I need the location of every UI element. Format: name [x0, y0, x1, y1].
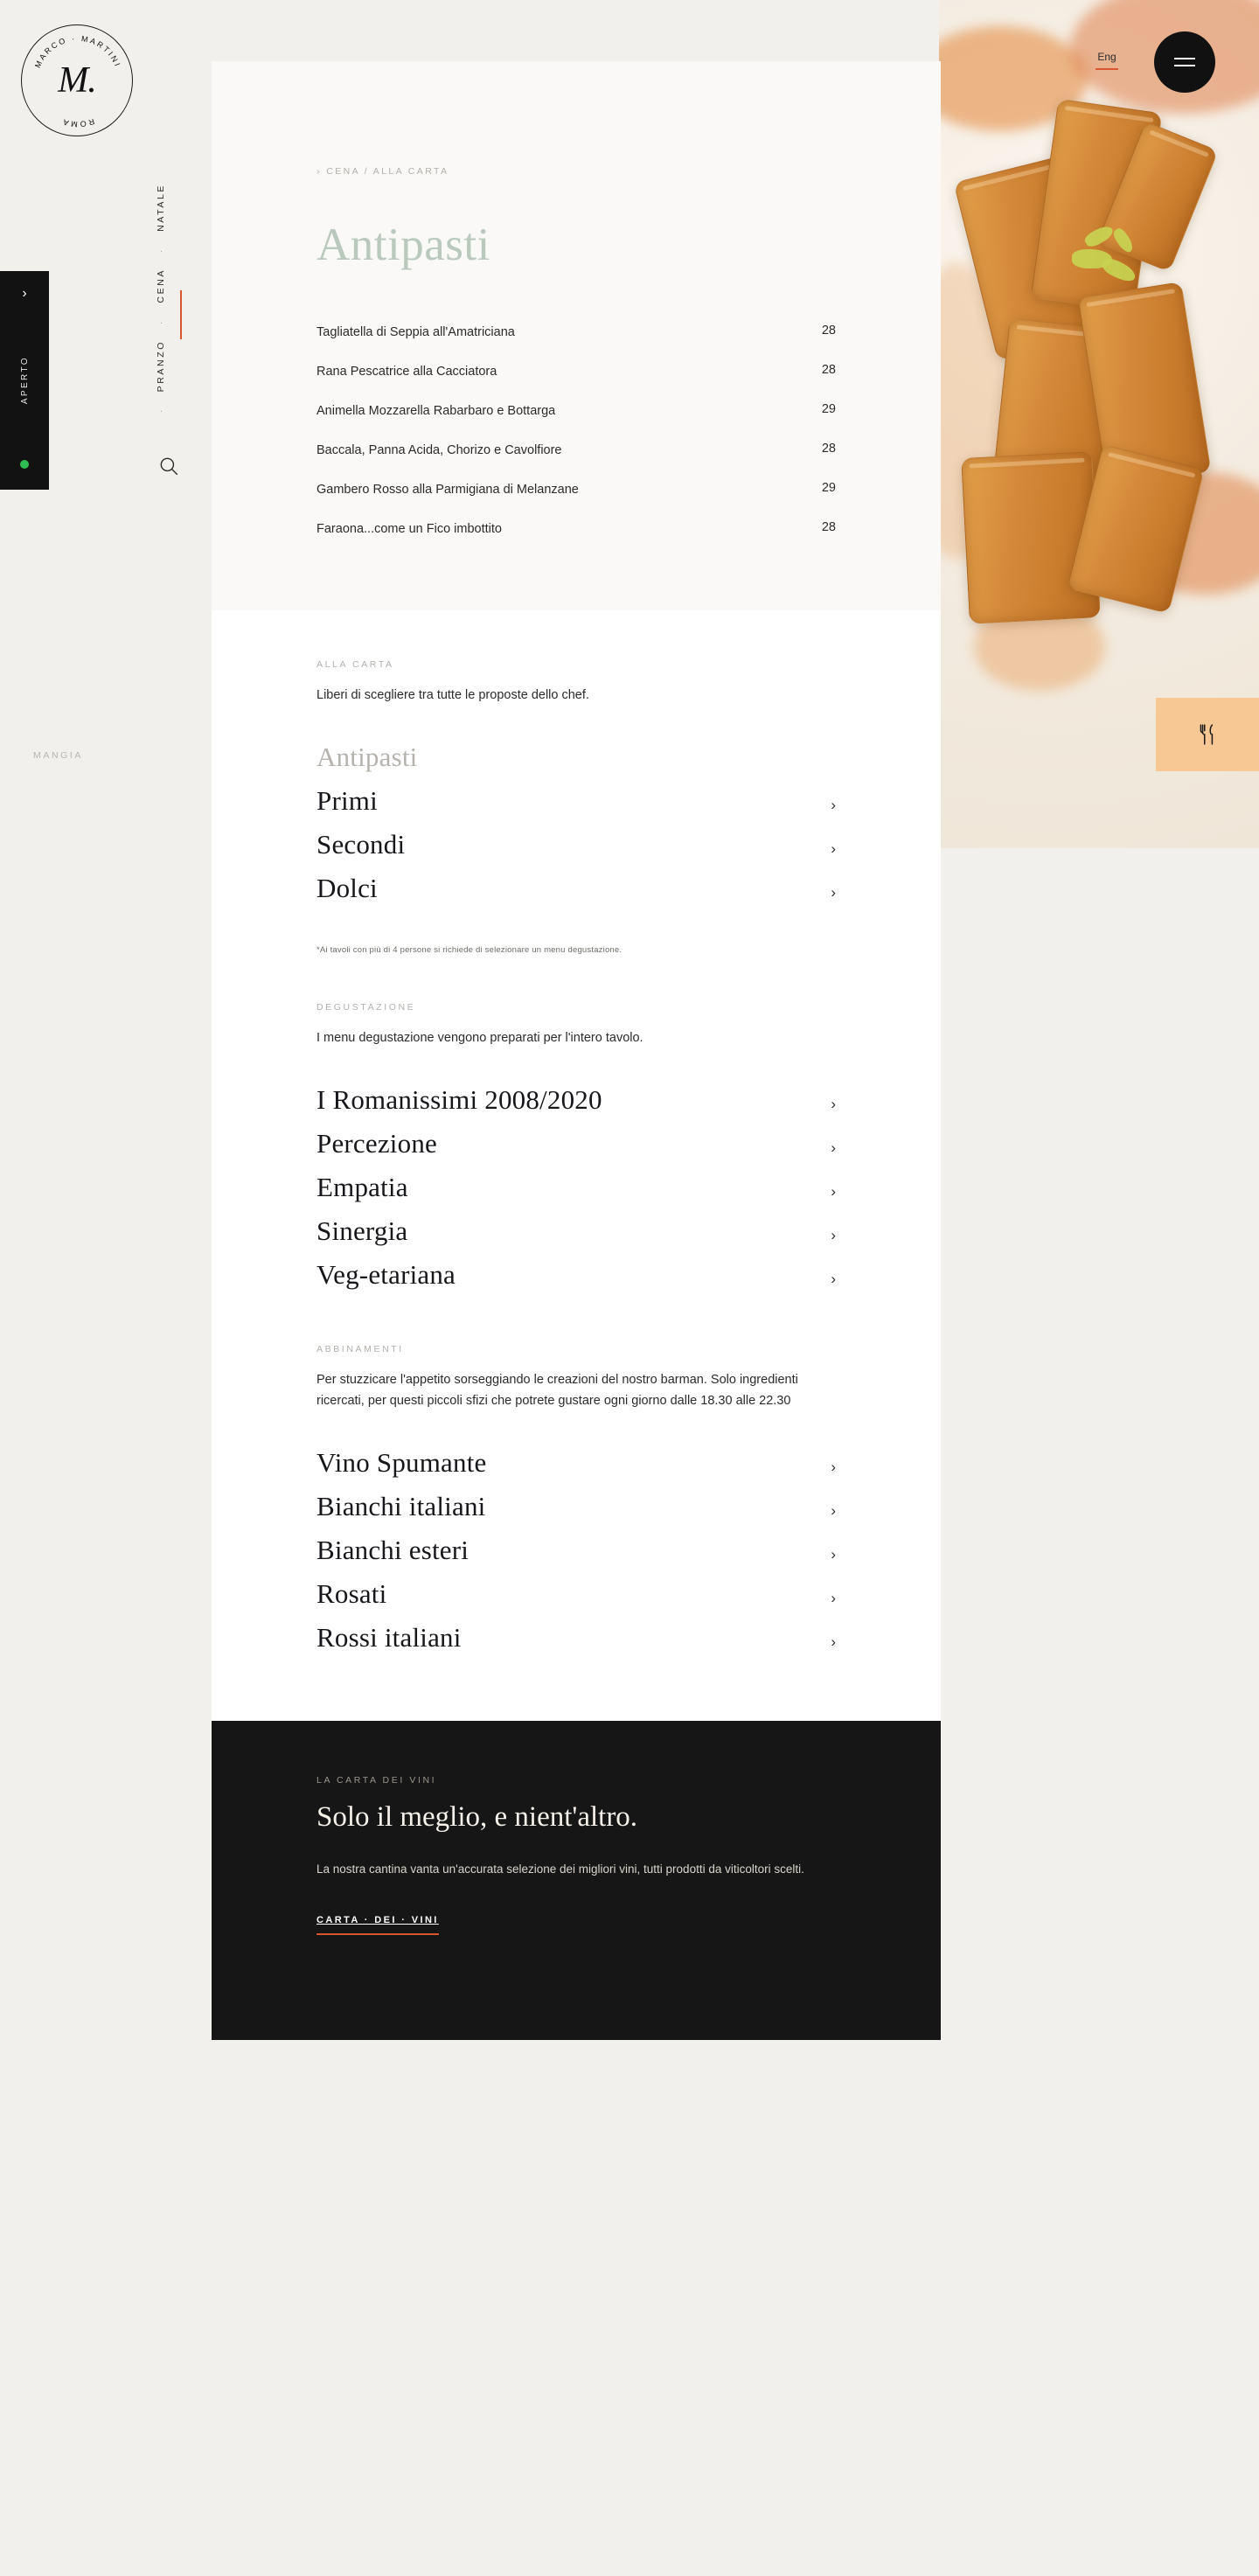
chevron-right-icon: ›	[831, 884, 836, 902]
list-item[interactable]	[316, 823, 836, 867]
list-item[interactable]	[316, 1572, 836, 1616]
chevron-right-icon: ›	[831, 1589, 836, 1606]
chevron-right-icon: ›	[831, 1545, 836, 1563]
list-item[interactable]	[316, 1616, 836, 1660]
menu-button[interactable]	[1154, 31, 1215, 93]
menu-icon-line-1	[1174, 58, 1195, 59]
side-label-mangia: MANGIA	[33, 750, 84, 761]
abbinamenti-list	[316, 1441, 836, 1660]
degustazione-eyebrow: DEGUSTAZIONE	[316, 1002, 416, 1013]
chevron-right-icon: ›	[831, 1271, 836, 1288]
list-item[interactable]	[316, 1166, 836, 1209]
degustazione-description: I menu degustazione vengono preparati per l'intero tavolo.	[316, 1031, 643, 1046]
antipasti-section	[212, 61, 941, 610]
wine-list-cta[interactable]: CARTA · DEI · VINI	[316, 1915, 439, 1935]
list-item[interactable]	[316, 1441, 836, 1485]
menu-item-label: Rosati	[316, 1577, 387, 1609]
abbinamenti-eyebrow: ABBINAMENTI	[316, 1344, 404, 1355]
menu-item-label: Secondi	[316, 829, 406, 860]
alla-carta-list	[316, 735, 836, 910]
dish-name: Faraona...come un Fico imbottito	[316, 522, 502, 537]
dish-name: Tagliatella di Seppia all'Amatriciana	[316, 325, 515, 339]
status-dot-icon	[20, 460, 29, 469]
language-underline	[1096, 68, 1118, 70]
table-row	[316, 313, 836, 352]
list-item[interactable]	[316, 1485, 836, 1528]
list-item[interactable]	[316, 1078, 836, 1122]
wine-list-panel	[212, 1721, 941, 2041]
list-item[interactable]	[316, 779, 836, 823]
main-content	[212, 61, 941, 2040]
alla-carta-eyebrow: ALLA CARTA	[316, 659, 394, 671]
vnav-separator-1: ·	[156, 247, 166, 253]
dish-price: 29	[821, 481, 836, 496]
menu-item-label: Bianchi esteri	[316, 1534, 470, 1565]
chevron-right-icon: ›	[831, 1183, 836, 1201]
vnav-item-natale[interactable]: NATALE	[156, 184, 166, 232]
dish-price: 28	[821, 520, 836, 535]
fork-knife-icon	[1196, 723, 1219, 746]
table-row	[316, 470, 836, 510]
menu-item-label: Antipasti	[316, 741, 418, 773]
menu-icon-line-2	[1174, 65, 1195, 66]
table-row	[316, 392, 836, 431]
menu-item-label: Primi	[316, 785, 378, 817]
page-title: Antipasti	[316, 219, 490, 270]
menu-item-label: Vino Spumante	[316, 1446, 487, 1478]
status-open-label: APERTO	[19, 356, 30, 405]
wine-heading: Solo il meglio, e nient'altro.	[316, 1800, 638, 1833]
brand-logo[interactable]	[21, 24, 133, 136]
chevron-right-icon: ›	[831, 1633, 836, 1650]
list-item[interactable]	[316, 735, 836, 779]
chevron-right-icon: ›	[831, 1227, 836, 1244]
brand-monogram: M.	[58, 60, 96, 101]
chevron-right-icon: ›	[831, 1458, 836, 1475]
vnav-separator-2: ·	[156, 318, 166, 324]
chevron-right-icon: ›	[831, 840, 836, 858]
svg-text:ROMA: ROMA	[59, 116, 96, 129]
list-item[interactable]	[316, 1122, 836, 1166]
dish-price: 28	[821, 363, 836, 378]
dish-price: 28	[821, 442, 836, 456]
dish-name: Animella Mozzarella Rabarbaro e Bottarga	[316, 404, 556, 419]
vnav-item-pranzo[interactable]: PRANZO	[156, 339, 166, 393]
brand-ring-text	[22, 25, 134, 137]
language-label: Eng	[1097, 51, 1116, 63]
status-open-tab[interactable]	[0, 271, 49, 490]
vnav-item-cena[interactable]: CENA	[156, 268, 166, 303]
list-item[interactable]	[316, 1209, 836, 1253]
degustazione-list	[316, 1078, 836, 1297]
menu-item-label: Bianchi italiani	[316, 1490, 486, 1521]
search-icon[interactable]	[157, 455, 180, 477]
menu-item-label: Empatia	[316, 1172, 408, 1203]
dish-name: Baccala, Panna Acida, Chorizo e Cavolfiore	[316, 443, 562, 458]
vertical-nav[interactable]	[156, 184, 166, 428]
chevron-right-icon: ›	[831, 1096, 836, 1113]
chevron-right-icon: ›	[831, 1501, 836, 1519]
wine-eyebrow: LA CARTA DEI VINI	[316, 1774, 437, 1786]
list-item[interactable]	[316, 867, 836, 910]
chevron-right-icon: ›	[831, 797, 836, 814]
dish-price: 29	[821, 402, 836, 417]
language-switcher[interactable]	[1096, 51, 1118, 70]
alla-carta-footnote: *Ai tavoli con più di 4 persone si richiede di selezionare un menu degustazione.	[316, 945, 623, 956]
table-row	[316, 352, 836, 392]
dish-name: Rana Pescatrice alla Cacciatora	[316, 365, 497, 379]
table-row	[316, 431, 836, 470]
table-row	[316, 510, 836, 549]
list-item[interactable]	[316, 1253, 836, 1297]
menu-item-label: Rossi italiani	[316, 1621, 462, 1653]
svg-text:MARCO · MARTINI: MARCO · MARTINI	[32, 33, 123, 70]
vnav-separator-3: ·	[156, 407, 166, 414]
menus-section	[212, 610, 941, 1721]
menu-item-label: Veg-etariana	[316, 1259, 456, 1291]
menu-item-label: Percezione	[316, 1128, 437, 1159]
list-item[interactable]	[316, 1528, 836, 1572]
menu-item-label: Dolci	[316, 873, 378, 904]
chevron-right-icon: ›	[22, 286, 27, 301]
wine-description: La nostra cantina vanta un'accurata selezione dei migliori vini, tutti prodotti da viticoltori scelti.	[316, 1862, 804, 1876]
reservation-fork-chip[interactable]	[1156, 698, 1259, 771]
menu-item-label: Sinergia	[316, 1215, 408, 1247]
menu-item-label: I Romanissimi 2008/2020	[316, 1084, 602, 1116]
alla-carta-description: Liberi di scegliere tra tutte le proposte dello chef.	[316, 688, 589, 703]
dish-name: Gambero Rosso alla Parmigiana di Melanzane	[316, 483, 579, 498]
chevron-right-icon: ›	[831, 1139, 836, 1157]
vnav-active-indicator	[180, 290, 182, 339]
abbinamenti-description: Per stuzzicare l'appetito sorseggiando le creazioni del nostro barman. Solo ingredienti ricercati, per questi piccoli sfizi che potrete gustare ogni giorno dalle 18.30 alle 22.30	[316, 1373, 798, 1408]
breadcrumb[interactable]: › CENA / ALLA CARTA	[316, 166, 449, 177]
dish-price: 28	[821, 324, 836, 338]
